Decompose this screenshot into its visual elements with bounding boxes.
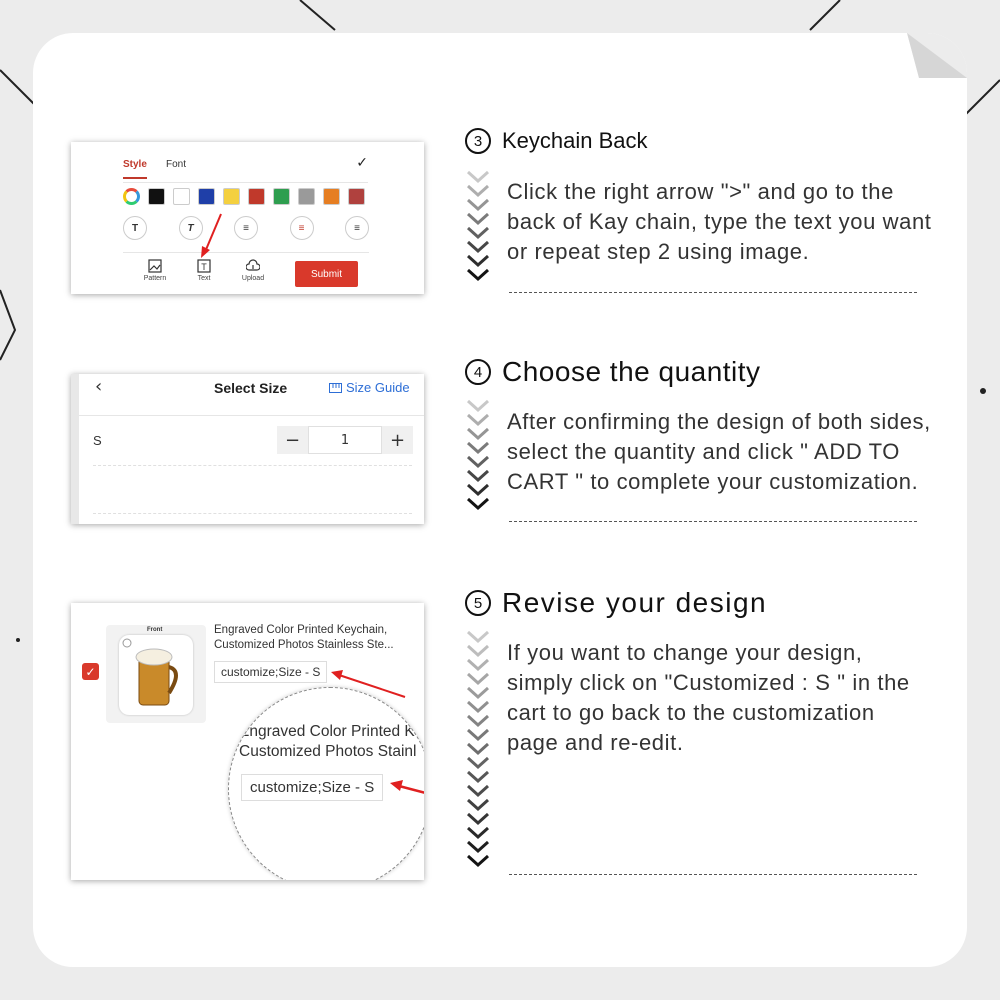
- style-editor-screenshot: [71, 142, 424, 294]
- step-title: Choose the quantity: [502, 356, 761, 387]
- page-fold-corner: [907, 33, 967, 93]
- italic-button[interactable]: T: [179, 216, 203, 240]
- step-line: simply click on "Customized : S " in the: [507, 670, 910, 695]
- step-description: [507, 407, 931, 497]
- step-number: 4: [465, 359, 491, 385]
- chevron-down-icon: [465, 756, 491, 770]
- pattern-tool[interactable]: [135, 259, 175, 282]
- chevron-down-icon: [465, 254, 491, 268]
- chevron-down-icon: [465, 413, 491, 427]
- step-header: [465, 128, 648, 154]
- step-number: 5: [465, 590, 491, 616]
- pointer-arrow-icon: [197, 212, 227, 260]
- front-label: Front: [147, 627, 163, 633]
- select-checkbox[interactable]: ✓: [82, 663, 99, 680]
- chevron-down-icon: [465, 686, 491, 700]
- tab-font[interactable]: Font: [166, 159, 187, 170]
- chevron-down-icon: [465, 268, 491, 282]
- chevron-down-icon: [465, 455, 491, 469]
- select-size-screenshot: [71, 374, 424, 524]
- increase-button[interactable]: +: [382, 426, 413, 454]
- step-description: [507, 638, 910, 758]
- size-guide-link[interactable]: [329, 380, 410, 395]
- align-right-button[interactable]: ≡: [345, 216, 369, 240]
- chevron-down-icon: [465, 770, 491, 784]
- step-line: Click the right arrow ">" and go to the: [507, 179, 894, 204]
- color-swatch[interactable]: [248, 188, 265, 205]
- zoom-title-line: Customized Photos Stainl: [239, 743, 417, 760]
- chevron-down-icon: [465, 658, 491, 672]
- chevron-down-icon: [465, 672, 491, 686]
- chevron-down-icon: [465, 630, 491, 644]
- divider: [93, 513, 412, 514]
- chevron-down-icon: [465, 226, 491, 240]
- chevron-down-icon: [465, 826, 491, 840]
- chevron-down-icon: [465, 184, 491, 198]
- pointer-arrow-icon: [389, 780, 424, 804]
- align-center-button[interactable]: ≡: [290, 216, 314, 240]
- color-swatch[interactable]: [348, 188, 365, 205]
- chevron-down-icon: [465, 854, 491, 868]
- customize-chip[interactable]: customize;Size - S: [214, 661, 327, 683]
- color-swatches: [123, 188, 365, 205]
- chevron-down-icon: [465, 784, 491, 798]
- chevron-down-icon: [465, 240, 491, 254]
- text-tool[interactable]: [184, 259, 224, 282]
- ruler-icon: [329, 383, 342, 393]
- tab-style[interactable]: Style: [123, 159, 147, 170]
- size-guide-label: Size Guide: [346, 380, 410, 395]
- keychain-image: [119, 635, 193, 715]
- step-title: Revise your design: [502, 587, 768, 618]
- zoom-title-line: Engraved Color Printed K: [239, 723, 415, 740]
- color-picker-icon[interactable]: [123, 188, 140, 205]
- chevron-down-icon: [465, 483, 491, 497]
- step-line: or repeat step 2 using image.: [507, 239, 810, 264]
- dashed-divider: [509, 292, 917, 293]
- upload-label: Upload: [241, 275, 265, 282]
- step-line: select the quantity and click " ADD TO: [507, 439, 900, 464]
- color-swatch[interactable]: [223, 188, 240, 205]
- upload-tool[interactable]: [233, 259, 273, 282]
- cart-screenshot: [71, 603, 424, 880]
- step-line: page and re-edit.: [507, 730, 684, 755]
- chevron-down-icon: [465, 840, 491, 854]
- color-swatch[interactable]: [173, 188, 190, 205]
- chevron-column: [465, 630, 491, 868]
- chevron-down-icon: [465, 812, 491, 826]
- step-line: After confirming the design of both sides,: [507, 409, 931, 434]
- divider: [93, 465, 412, 466]
- decrease-button[interactable]: −: [277, 426, 308, 454]
- submit-button[interactable]: Submit: [295, 261, 358, 287]
- chevron-down-icon: [465, 399, 491, 413]
- color-swatch[interactable]: [198, 188, 215, 205]
- dashed-divider: [509, 521, 917, 522]
- dashed-divider: [509, 874, 917, 875]
- size-option-label: S: [93, 433, 102, 448]
- chevron-column: [465, 399, 491, 511]
- zoom-magnifier: [228, 687, 424, 880]
- pattern-label: Pattern: [143, 275, 167, 282]
- step-number: 3: [465, 128, 491, 154]
- step-header: [465, 356, 761, 388]
- step-4: [465, 356, 931, 494]
- step-line: cart to go back to the customization: [507, 700, 875, 725]
- color-swatch[interactable]: [273, 188, 290, 205]
- chevron-down-icon: [465, 212, 491, 226]
- step-5: [465, 587, 910, 755]
- chevron-down-icon: [465, 170, 491, 184]
- beer-mug-icon: [119, 635, 193, 715]
- step-title: Keychain Back: [502, 128, 648, 153]
- chevron-down-icon: [465, 728, 491, 742]
- chevron-down-icon: [465, 441, 491, 455]
- select-size-title: Select Size: [214, 380, 288, 396]
- zoom-customize-chip[interactable]: customize;Size - S: [241, 774, 383, 801]
- align-left-button[interactable]: ≡: [234, 216, 258, 240]
- step-line: CART " to complete your customization.: [507, 469, 919, 494]
- product-title-line: Engraved Color Printed Keychain,: [214, 624, 388, 636]
- color-swatch[interactable]: [148, 188, 165, 205]
- step-3: [465, 128, 932, 264]
- bold-button[interactable]: T: [123, 216, 147, 240]
- confirm-check-icon[interactable]: ✓: [356, 155, 368, 171]
- text-icon: [197, 259, 211, 273]
- chevron-down-icon: [465, 700, 491, 714]
- text-label: Text: [197, 275, 211, 282]
- product-title[interactable]: [214, 623, 419, 653]
- chevron-down-icon: [465, 742, 491, 756]
- svg-text:T: T: [201, 262, 207, 272]
- step-line: If you want to change your design,: [507, 640, 863, 665]
- panel-edge: [71, 374, 79, 524]
- divider: [79, 415, 424, 416]
- color-swatch[interactable]: [323, 188, 340, 205]
- format-buttons: [123, 216, 369, 240]
- image-icon: [148, 259, 162, 273]
- color-swatch[interactable]: [298, 188, 315, 205]
- step-header: [465, 587, 767, 619]
- zoom-product-title: [239, 722, 424, 762]
- chevron-down-icon: [465, 198, 491, 212]
- chevron-down-icon: [465, 497, 491, 511]
- content-card: [33, 33, 967, 967]
- product-title-line: Customized Photos Stainless Ste...: [214, 639, 394, 651]
- step-line: back of Kay chain, type the text you want: [507, 209, 932, 234]
- chevron-down-icon: [465, 714, 491, 728]
- style-tabs: [123, 155, 368, 183]
- chevron-down-icon: [465, 469, 491, 483]
- step-description: [507, 177, 932, 267]
- chevron-column: [465, 170, 491, 282]
- chevron-down-icon: [465, 798, 491, 812]
- chevron-down-icon: [465, 427, 491, 441]
- quantity-stepper: [277, 426, 413, 454]
- chevron-down-icon: [465, 644, 491, 658]
- back-arrow-icon[interactable]: ‹: [95, 376, 103, 397]
- quantity-input[interactable]: 1: [308, 426, 382, 454]
- upload-cloud-icon: [246, 259, 260, 273]
